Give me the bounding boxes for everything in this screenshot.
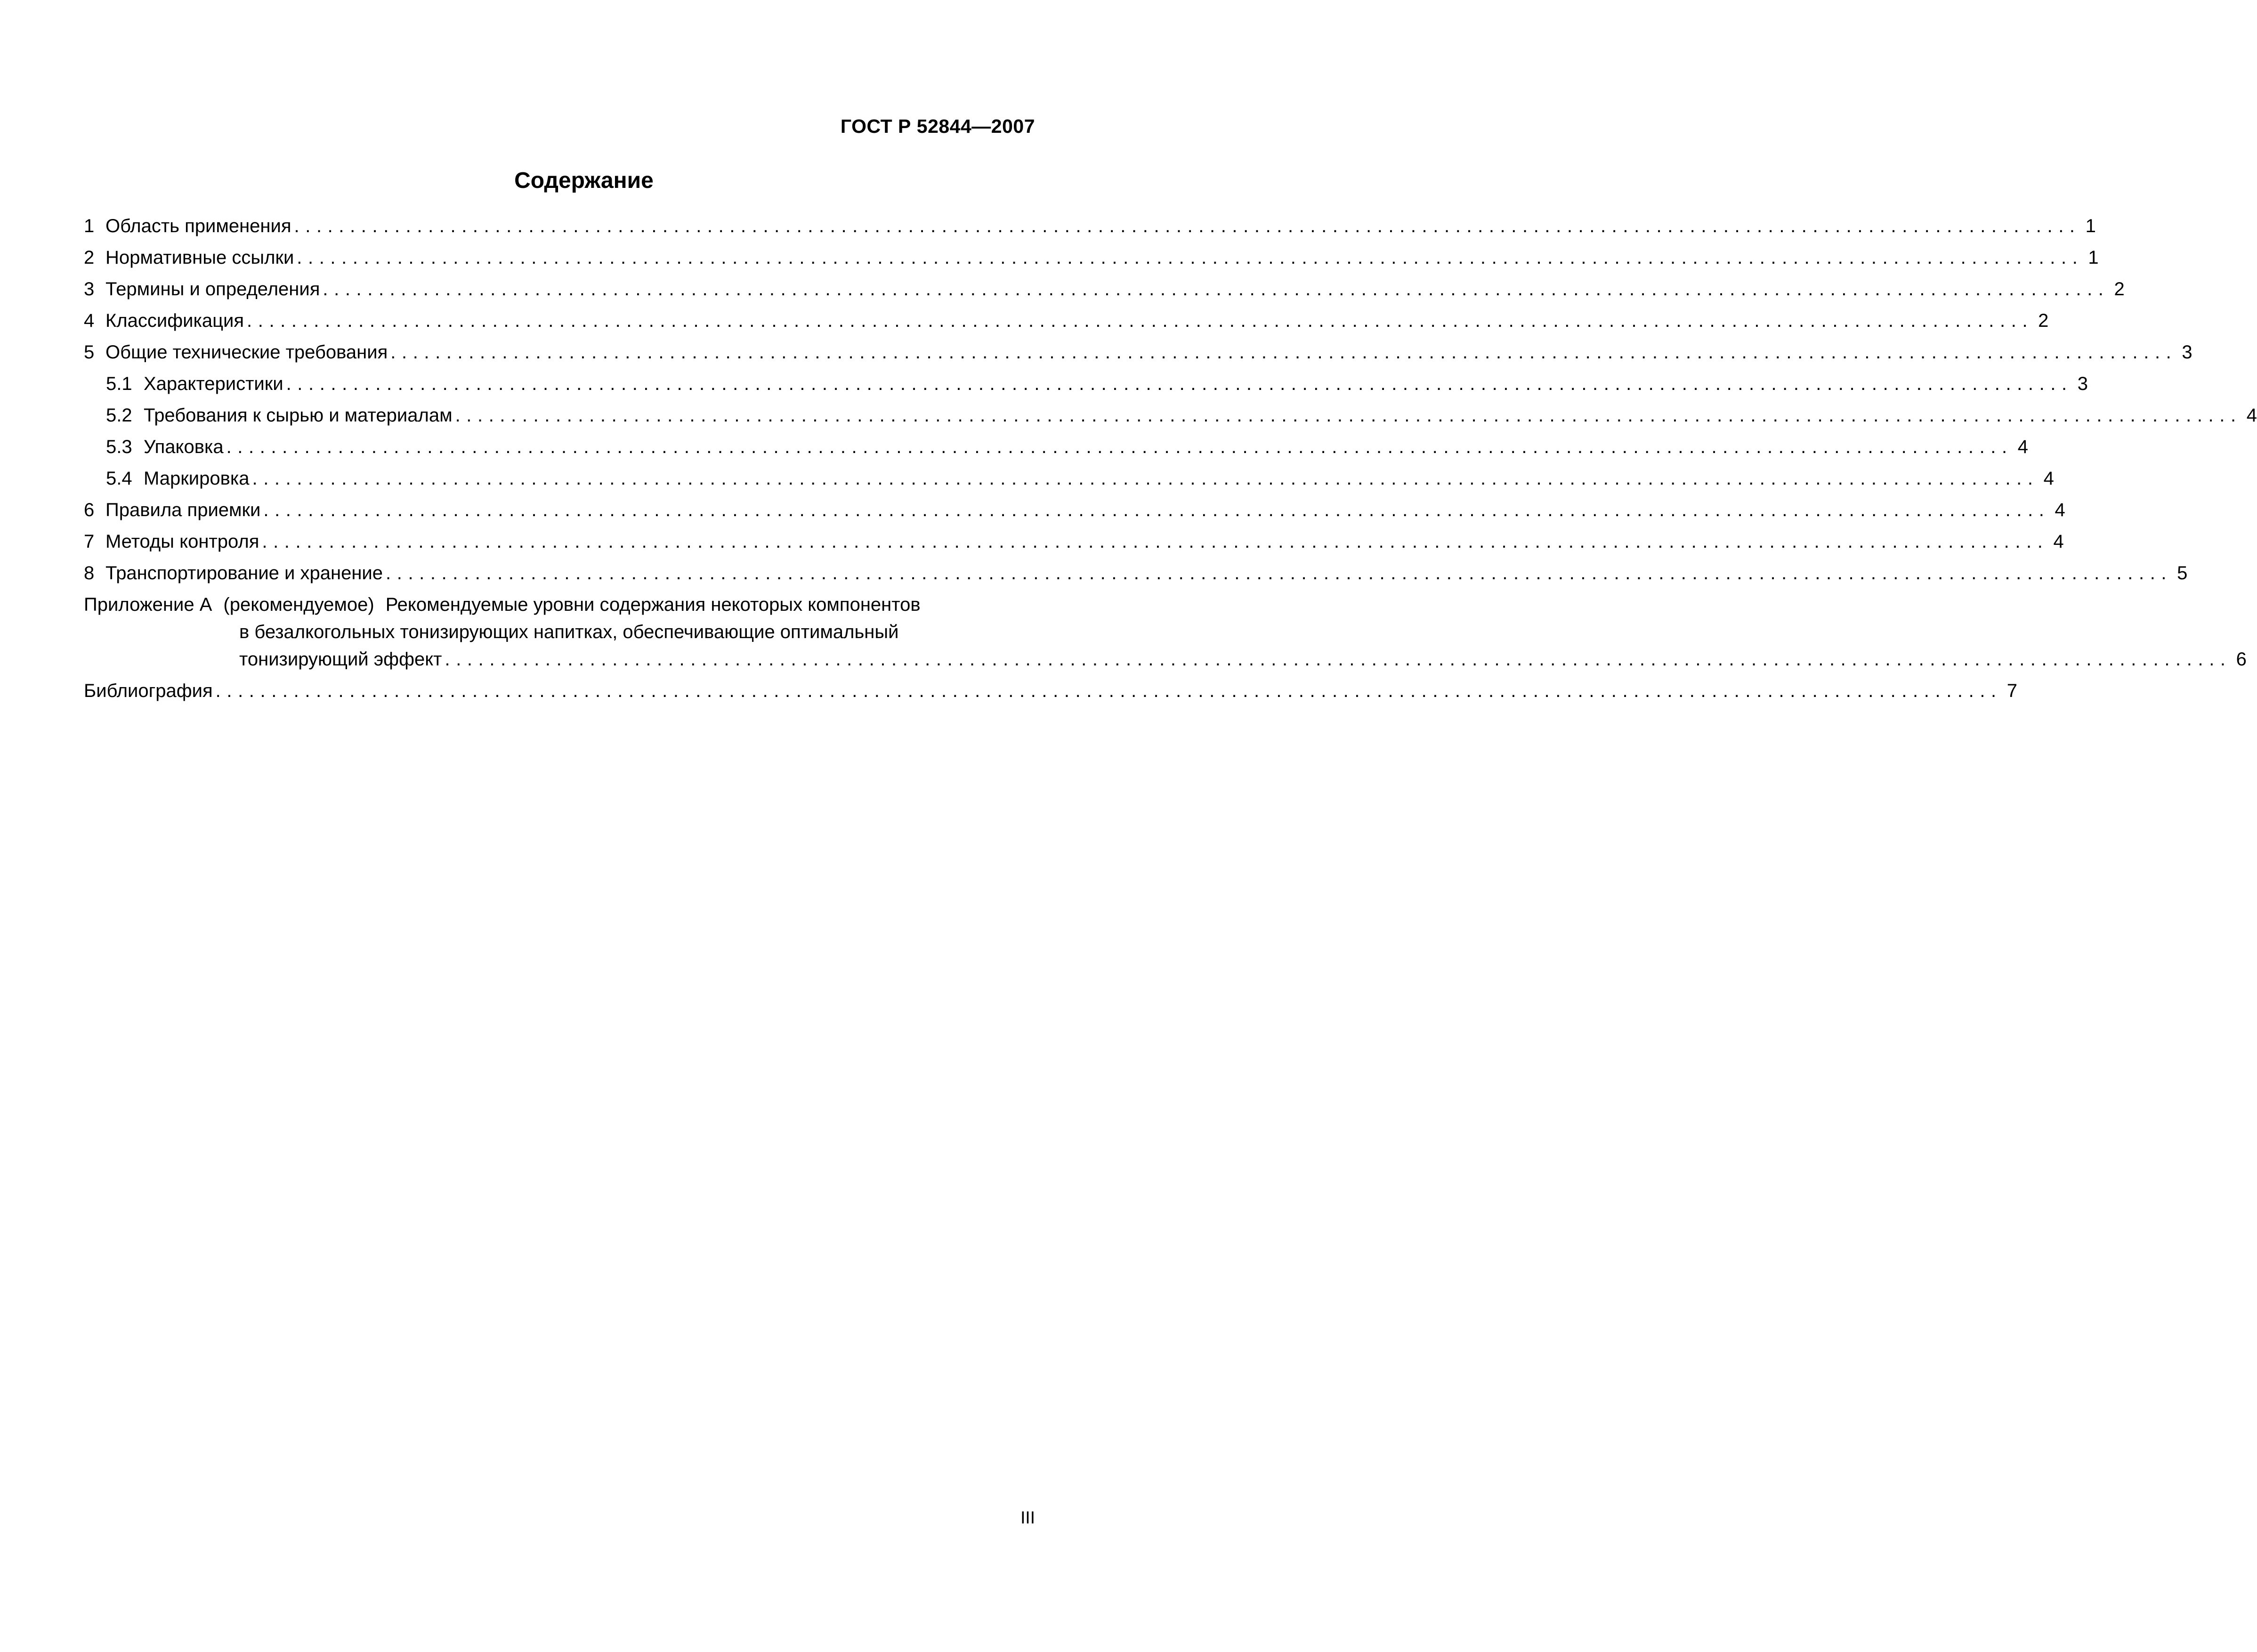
dot-leader: ................................................................................................................................................................: [294, 216, 2081, 236]
toc-entry[interactable]: [84, 531, 2064, 563]
toc-entry[interactable]: [84, 310, 2049, 342]
toc-entry-number: 4: [84, 310, 95, 331]
toc-entry-number: 5: [84, 342, 95, 363]
toc-subentry[interactable]: [84, 468, 2054, 500]
toc-entry[interactable]: [84, 500, 2065, 531]
dot-leader: ................................................................................................................................................................: [252, 468, 2039, 489]
toc-subentry[interactable]: [84, 437, 2028, 468]
dot-leader: ................................................................................................................................................................: [226, 437, 2013, 457]
dot-leader: ................................................................................................................................................................: [286, 373, 2073, 394]
toc-entry-label: Классификация: [105, 310, 244, 331]
document-code: ГОСТ Р 52844—2007: [840, 115, 1035, 137]
dot-leader: ................................................................................................................................................................: [323, 279, 2110, 300]
toc-entry-page: 4: [2017, 437, 2028, 457]
toc-entry-number: 3: [84, 279, 95, 300]
toc-entry-page: 1: [2085, 216, 2096, 236]
toc-entry-label: Библиография: [84, 680, 213, 701]
appendix-heading: Приложение А: [84, 594, 212, 615]
toc-entry-label: Транспортирование и хранение: [105, 563, 383, 583]
toc-entry-page: 7: [2006, 680, 2018, 701]
toc-entry[interactable]: [84, 279, 2125, 310]
appendix-title-line: в безалкогольных тонизирующих напитках, обеспечивающие оптимальный: [239, 622, 899, 642]
dot-leader: ................................................................................................................................................................: [445, 649, 2232, 670]
toc-entry-label: Маркировка: [144, 468, 250, 489]
toc-entry-label: Упаковка: [144, 437, 224, 457]
dot-leader: ................................................................................................................................................................: [455, 405, 2242, 426]
toc-entry-label: Методы контроля: [105, 531, 259, 552]
toc-appendix-entry[interactable]: [84, 594, 2247, 680]
toc-bibliography-entry[interactable]: [84, 680, 2018, 712]
toc-entry-page: 1: [2088, 247, 2099, 268]
toc-entry-page: 6: [2236, 649, 2247, 670]
dot-leader: ................................................................................................................................................................: [297, 247, 2084, 268]
toc-entry-number: 7: [84, 531, 95, 552]
toc-subentry[interactable]: [84, 405, 2257, 437]
toc-entry-page: 3: [2077, 373, 2088, 394]
toc-entry-label: Характеристики: [144, 373, 283, 394]
toc-entry-page: 5: [2177, 563, 2188, 583]
toc-entry-number: 1: [84, 216, 95, 236]
toc-entry[interactable]: [84, 563, 2188, 594]
toc-entry-page: 4: [2055, 500, 2065, 520]
toc-entry-number: 5.3: [106, 437, 132, 457]
toc-entry-number: 6: [84, 500, 95, 520]
toc-entry-number: 5.4: [106, 468, 132, 489]
toc-entry-page: 4: [2043, 468, 2054, 489]
toc-title: Содержание: [514, 168, 654, 193]
toc-entry-number: 2: [84, 247, 95, 268]
dot-leader: ................................................................................................................................................................: [386, 563, 2173, 583]
toc-entry-label: Область применения: [105, 216, 291, 236]
appendix-title-line: тонизирующий эффект: [239, 649, 442, 670]
toc-entry-label: Нормативные ссылки: [105, 247, 294, 268]
toc-entry-label: Общие технические требования: [105, 342, 388, 363]
toc-entry[interactable]: [84, 247, 2099, 279]
toc-entry-number: 5.1: [106, 373, 132, 394]
toc-entry[interactable]: [84, 342, 2192, 373]
dot-leader: ................................................................................................................................................................: [247, 310, 2034, 331]
dot-leader: ................................................................................................................................................................: [215, 680, 2002, 701]
toc-entry-page: 2: [2038, 310, 2049, 331]
page-number: III: [1020, 1508, 1035, 1527]
dot-leader: ................................................................................................................................................................: [263, 500, 2050, 520]
toc-entry-label: Требования к сырью и материалам: [144, 405, 453, 426]
appendix-kind: (рекомендуемое): [223, 594, 374, 615]
dot-leader: ................................................................................................................................................................: [390, 342, 2177, 363]
dot-leader: ................................................................................................................................................................: [262, 531, 2049, 552]
toc-entry-page: 4: [2053, 531, 2064, 552]
toc-entry-page: 3: [2182, 342, 2192, 363]
toc-entry-label: Правила приемки: [105, 500, 261, 520]
toc-entry-page: 2: [2114, 279, 2125, 300]
toc-entry-label: Термины и определения: [105, 279, 320, 300]
toc-entry[interactable]: [84, 216, 2096, 247]
appendix-title-line: Рекомендуемые уровни содержания некоторых компонентов: [385, 594, 921, 615]
table-of-contents: [84, 216, 2257, 712]
toc-subentry[interactable]: [84, 373, 2088, 405]
toc-entry-page: 4: [2246, 405, 2257, 426]
toc-entry-number: 8: [84, 563, 95, 583]
toc-entry-number: 5.2: [106, 405, 132, 426]
